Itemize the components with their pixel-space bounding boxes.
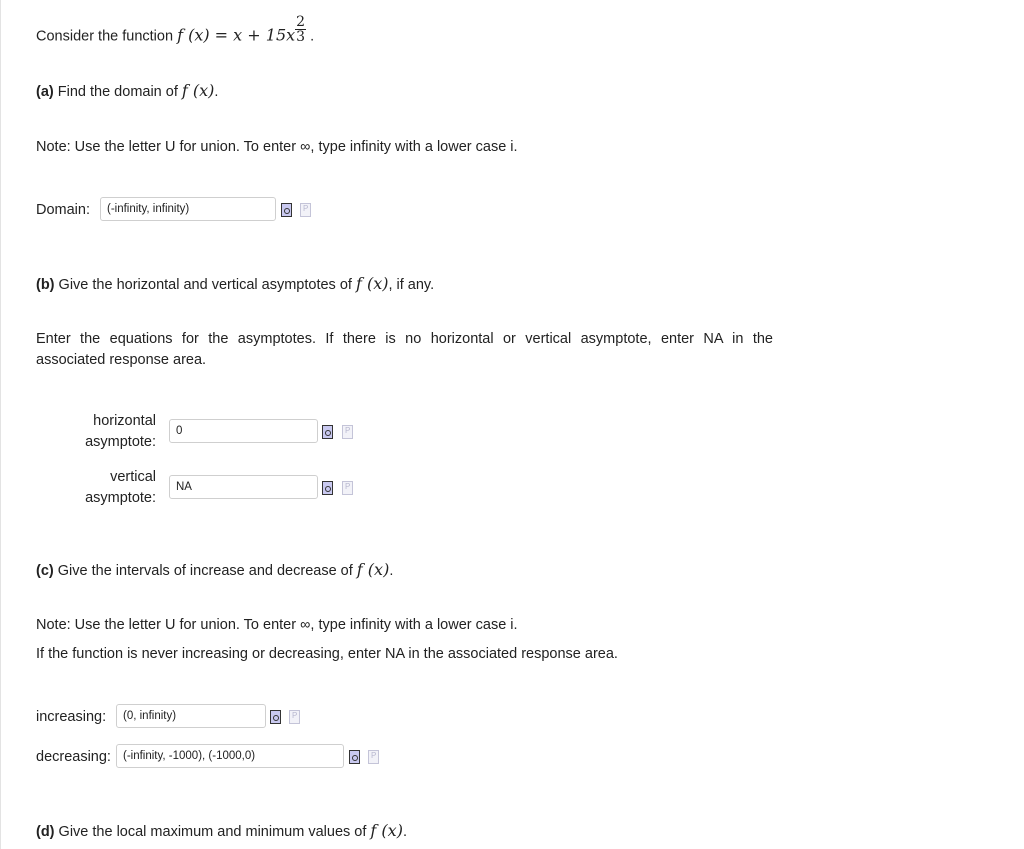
part-a-text: Find the domain of bbox=[57, 84, 178, 100]
part-d-end: . bbox=[402, 824, 407, 840]
vertical-asymptote-label bbox=[60, 467, 156, 509]
part-b-text: Give the horizontal and vertical asymptotes of bbox=[58, 277, 352, 293]
horizontal-asymptote-input[interactable] bbox=[169, 419, 318, 443]
part-c-fx: f (x) bbox=[356, 560, 390, 579]
exponent-fraction bbox=[295, 15, 306, 44]
part-d-fx: f (x) bbox=[370, 821, 403, 840]
preview-answer-icon[interactable] bbox=[349, 750, 360, 764]
part-b-fx: f (x) bbox=[355, 274, 389, 293]
preview-answer-icon[interactable] bbox=[281, 203, 292, 217]
part-b-tag: (b) bbox=[36, 277, 55, 293]
part-c-end: . bbox=[389, 563, 394, 579]
intro-end: . bbox=[310, 28, 315, 45]
preview-answer-icon[interactable] bbox=[322, 481, 333, 495]
part-d-tag: (d) bbox=[36, 824, 55, 840]
preview-answer-icon[interactable] bbox=[270, 710, 281, 724]
part-b-instructions-line1: Enter the equations for the asymptotes. If there is no horizontal or vertical asymptote, enter NA in the bbox=[36, 331, 773, 347]
part-a-fx: f (x) bbox=[181, 81, 215, 100]
decreasing-input[interactable] bbox=[116, 744, 344, 768]
part-c-note2: If the function is never increasing or decreasing, enter NA in the associated response area. bbox=[36, 646, 618, 662]
vertical-asymptote-input[interactable] bbox=[169, 475, 318, 499]
intro-text: Consider the function bbox=[36, 28, 174, 45]
part-d-text: Give the local maximum and minimum values of bbox=[58, 824, 367, 840]
horizontal-asymptote-label bbox=[60, 411, 156, 453]
vertical-label-line1: vertical bbox=[110, 469, 156, 485]
part-b-instructions-line2: associated response area. bbox=[36, 352, 207, 368]
part-c-text: Give the intervals of increase and decrease of bbox=[57, 563, 353, 579]
part-c-note: Note: Use the letter U for union. To enter ∞, type infinity with a lower case i. bbox=[36, 617, 518, 633]
horizontal-label-line1: horizontal bbox=[93, 413, 156, 429]
part-b-end: , if any. bbox=[388, 277, 435, 293]
exponent-denominator: 3 bbox=[296, 29, 306, 45]
answer-help-icon[interactable] bbox=[368, 750, 379, 764]
part-a-question bbox=[36, 81, 218, 100]
part-b-question bbox=[36, 274, 434, 293]
answer-help-icon[interactable] bbox=[300, 203, 311, 217]
domain-input[interactable] bbox=[100, 197, 276, 221]
increasing-input[interactable] bbox=[116, 704, 266, 728]
answer-help-icon[interactable] bbox=[289, 710, 300, 724]
vertical-label-line2: asymptote: bbox=[85, 490, 156, 506]
decreasing-label: decreasing: bbox=[36, 749, 111, 765]
part-c-question bbox=[36, 560, 393, 579]
function-rhs: x + 15x bbox=[233, 25, 296, 45]
preview-answer-icon[interactable] bbox=[322, 425, 333, 439]
part-d-question bbox=[36, 821, 407, 840]
part-c-tag: (c) bbox=[36, 563, 54, 579]
intro-statement bbox=[36, 14, 315, 51]
part-a-end: . bbox=[214, 84, 219, 100]
part-a-tag: (a) bbox=[36, 84, 54, 100]
increasing-label: increasing: bbox=[36, 709, 107, 725]
domain-label: Domain: bbox=[36, 202, 90, 218]
answer-help-icon[interactable] bbox=[342, 481, 353, 495]
part-a-note: Note: Use the letter U for union. To enter ∞, type infinity with a lower case i. bbox=[36, 139, 518, 155]
exponent-numerator: 2 bbox=[296, 14, 306, 30]
horizontal-label-line2: asymptote: bbox=[85, 434, 156, 450]
answer-help-icon[interactable] bbox=[342, 425, 353, 439]
function-lhs: f (x) = bbox=[177, 25, 234, 45]
content-left-border bbox=[0, 0, 1, 849]
